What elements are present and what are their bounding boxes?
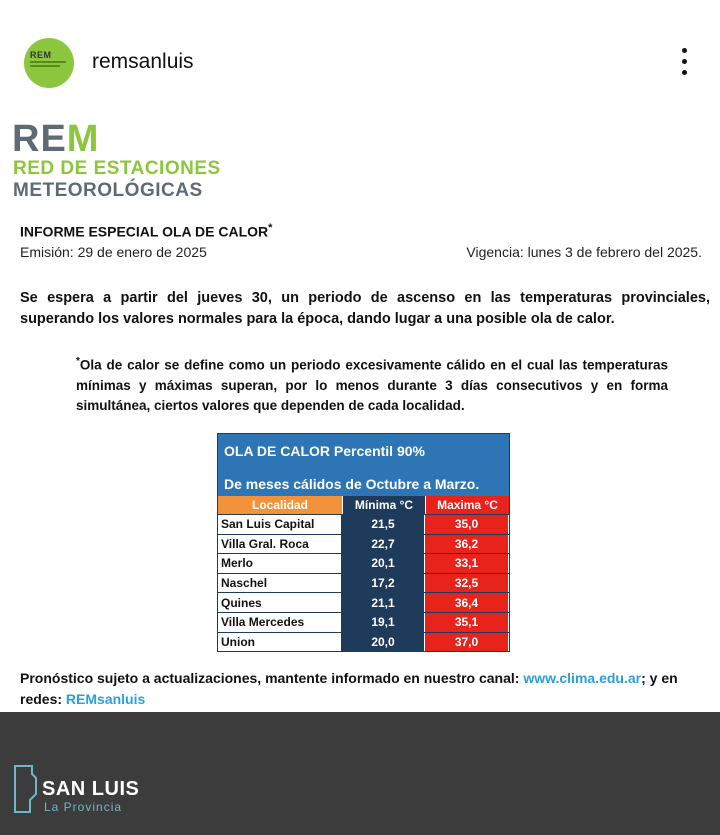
definition-asterisk: * [76,356,80,367]
cell-maxima: 36,2 [425,535,508,554]
cell-localidad: Villa Gral. Roca [218,535,342,554]
username-link[interactable]: remsanluis [92,50,194,73]
avatar-logo-line [30,61,66,63]
cell-localidad: Merlo [218,554,342,573]
cell-localidad: Villa Mercedes [218,613,342,632]
cell-maxima: 37,0 [425,633,508,652]
profile-avatar[interactable] [24,38,74,88]
forecast-note [20,668,710,710]
cell-minima: 17,2 [342,574,425,593]
table-row [218,514,509,534]
cell-maxima: 32,5 [425,574,508,593]
definition-text: Ola de calor se define como un periodo excesivamente cálido en el cual las temperaturas mínimas y máximas superan, por lo menos durante 3 días consecutivos y en forma simultánea, ciertos valores que dependen de cada localidad. [76,357,668,413]
cell-maxima: 36,4 [425,593,508,612]
column-header-maxima: Maxima °C [426,496,509,514]
table-row [218,592,509,612]
social-link[interactable]: REMsanluis [65,691,146,707]
forecast-text-middle: ; y en redes: [20,670,678,707]
logo-m: M [66,118,100,160]
rem-logo [12,118,99,161]
table-row [218,534,509,554]
avatar-logo-text: REM [30,50,52,60]
cell-minima: 21,1 [342,593,425,612]
cell-minima: 22,7 [342,535,425,554]
cell-localidad: Naschel [218,574,342,593]
website-link[interactable]: www.clima.edu.ar [523,670,642,686]
province-subtitle: La Provincia [44,800,123,814]
post-image[interactable] [0,110,720,712]
province-title: SAN LUIS [42,778,140,800]
logo-line-2: METEOROLÓGICAS [13,180,203,201]
validity-date: Vigencia: lunes 3 de febrero del 2025. [466,244,702,260]
more-vertical-icon[interactable] [676,48,692,78]
table-column-headers [218,496,509,514]
forecast-text: Pronóstico sujeto a actualizaciones, mantente informado en nuestro canal: [20,670,524,686]
cell-minima: 20,1 [342,554,425,573]
footer-banner [0,712,720,835]
cell-localidad: San Luis Capital [218,515,342,534]
table-row [218,573,509,593]
column-header-minima: Mínima °C [343,496,426,514]
cell-maxima: 35,0 [425,515,508,534]
report-title-asterisk: * [268,222,273,234]
cell-minima: 19,1 [342,613,425,632]
san-luis-map-icon [12,764,38,814]
cell-minima: 21,5 [342,515,425,534]
emission-date: Emisión: 29 de enero de 2025 [20,244,207,260]
heatwave-table [217,433,510,652]
cell-maxima: 35,1 [425,613,508,632]
forecast-paragraph: Se espera a partir del jueves 30, un periodo de ascenso en las temperaturas provinciales, superando los valores normales para la época, dando lugar a una posible ola de calor. [20,290,710,327]
logo-re: RE [12,118,67,160]
table-title-line-2: De meses cálidos de Octubre a Marzo. [224,476,480,492]
heatwave-definition [76,352,668,416]
table-row [218,632,509,652]
table-row [218,553,509,573]
table-title-line-1: OLA DE CALOR Percentil 90% [224,443,425,459]
table-title [218,434,509,496]
report-title [20,222,272,240]
post-header [0,0,720,110]
table-row [218,612,509,632]
cell-localidad: Quines [218,593,342,612]
cell-localidad: Union [218,633,342,652]
cell-maxima: 33,1 [425,554,508,573]
cell-minima: 20,0 [342,633,425,652]
column-header-localidad: Localidad [218,496,343,514]
report-title-text: INFORME ESPECIAL OLA DE CALOR [20,223,269,240]
avatar-logo-line [30,65,60,67]
logo-line-1: RED DE ESTACIONES [13,158,221,179]
